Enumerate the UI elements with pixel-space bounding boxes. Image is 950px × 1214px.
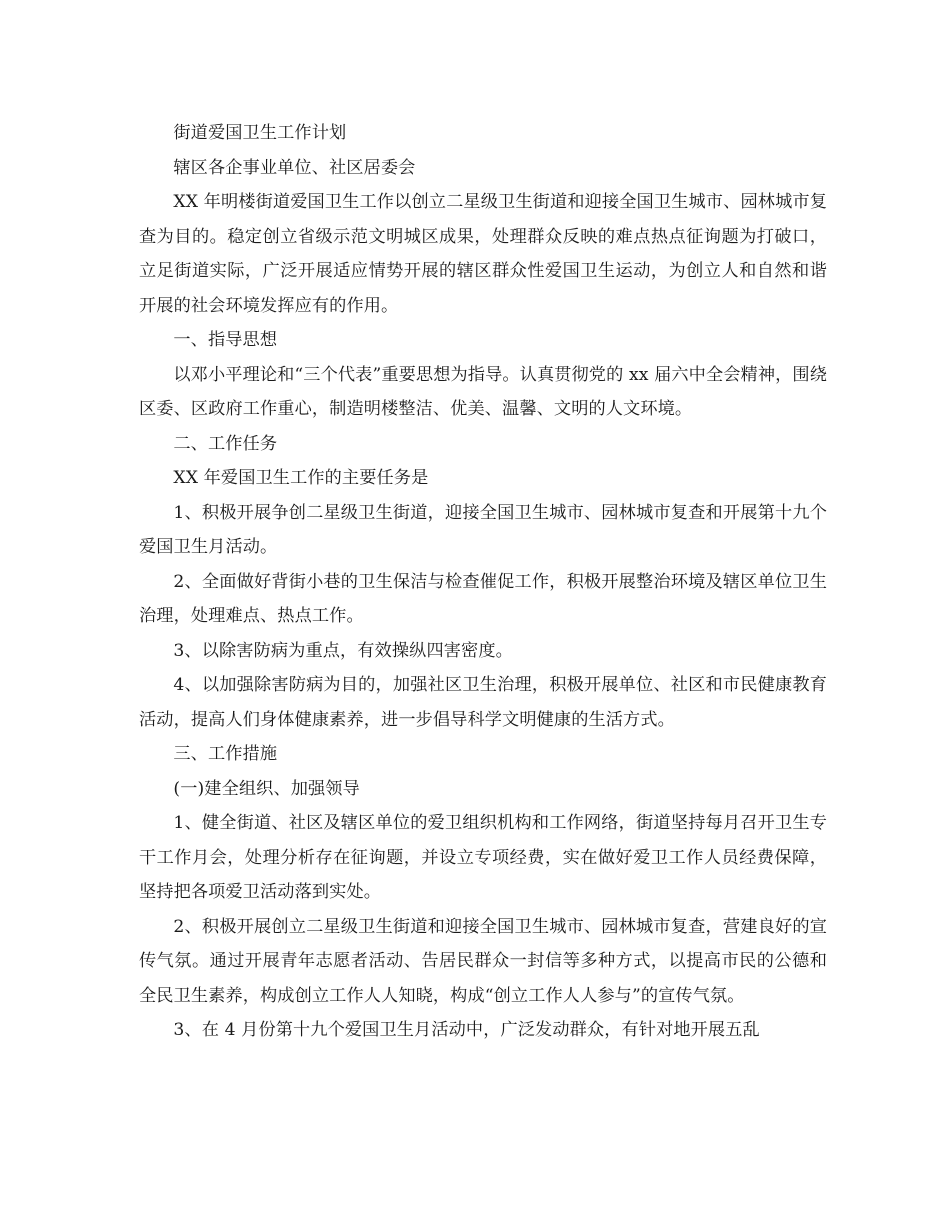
addressee-line: 辖区各企事业单位、社区居委会 (173, 157, 416, 178)
measure-item-2: 2、积极开展创立二星级卫生街道和迎接全国卫生城市、园林城市复查，营建良好的宣传气氛。通过开展青年志愿者活动、告居民群众一封信等多种方式，以提高市民的公德和全民卫生素养，构成创立工作人人知晓，构成“创立工作人人参与”的宣传气氛。 (139, 916, 827, 1006)
guiding-ideology-paragraph: 以邓小平理论和“三个代表”重要思想为指导。认真贯彻党的 xx 届六中全会精神，围绕区委、区政府工作重心，制造明楼整洁、优美、温馨、文明的人文环境。 (139, 364, 827, 419)
tasks-lead-paragraph: XX 年爱国卫生工作的主要任务是 (173, 468, 429, 488)
task-item-1: 1、积极开展争创二星级卫生街道，迎接全国卫生城市、园林城市复查和开展第十九个爱国卫生月活动。 (139, 502, 827, 557)
section-heading-measures: 三、工作措施 (173, 744, 278, 764)
task-item-3: 3、以除害防病为重点，有效操纵四害密度。 (173, 640, 513, 661)
measure-item-1: 1、健全街道、社区及辖区单位的爱卫组织机构和工作网络，街道坚持每月召开卫生专干工作月会，处理分析存在征询题，并设立专项经费，实在做好爱卫工作人员经费保障，坚持把各项爱卫活动落到实处。 (139, 813, 827, 902)
document-title: 街道爱国卫生工作计划 (173, 123, 347, 143)
section-heading-guiding-ideology: 一、指导思想 (173, 330, 278, 350)
measure-item-3: 3、在 4 月份第十九个爱国卫生月活动中，广泛发动群众，有针对地开展五乱 (173, 1020, 760, 1040)
intro-paragraph: XX 年明楼街道爱国卫生工作以创立二星级卫生街道和迎接全国卫生城市、园林城市复查为目的。稳定创立省级示范文明城区成果，处理群众反映的难点热点征询题为打破口，立足街道实际，广泛开展适应情势开展的辖区群众性爱国卫生运动，为创立人和自然和谐开展的社会环境发挥应有的作用。 (139, 192, 827, 316)
task-item-4: 4、以加强除害防病为目的，加强社区卫生治理，积极开展单位、社区和市民健康教育活动，提高人们身体健康素养，进一步倡导科学文明健康的生活方式。 (139, 675, 827, 730)
subsection-heading-organization: (一)建全组织、加强领导 (173, 778, 360, 799)
section-heading-tasks: 二、工作任务 (173, 433, 278, 454)
task-item-2: 2、全面做好背街小巷的卫生保洁与检查催促工作，积极开展整治环境及辖区单位卫生治理，处理难点、热点工作。 (139, 571, 827, 626)
document-body (139, 116, 827, 1048)
